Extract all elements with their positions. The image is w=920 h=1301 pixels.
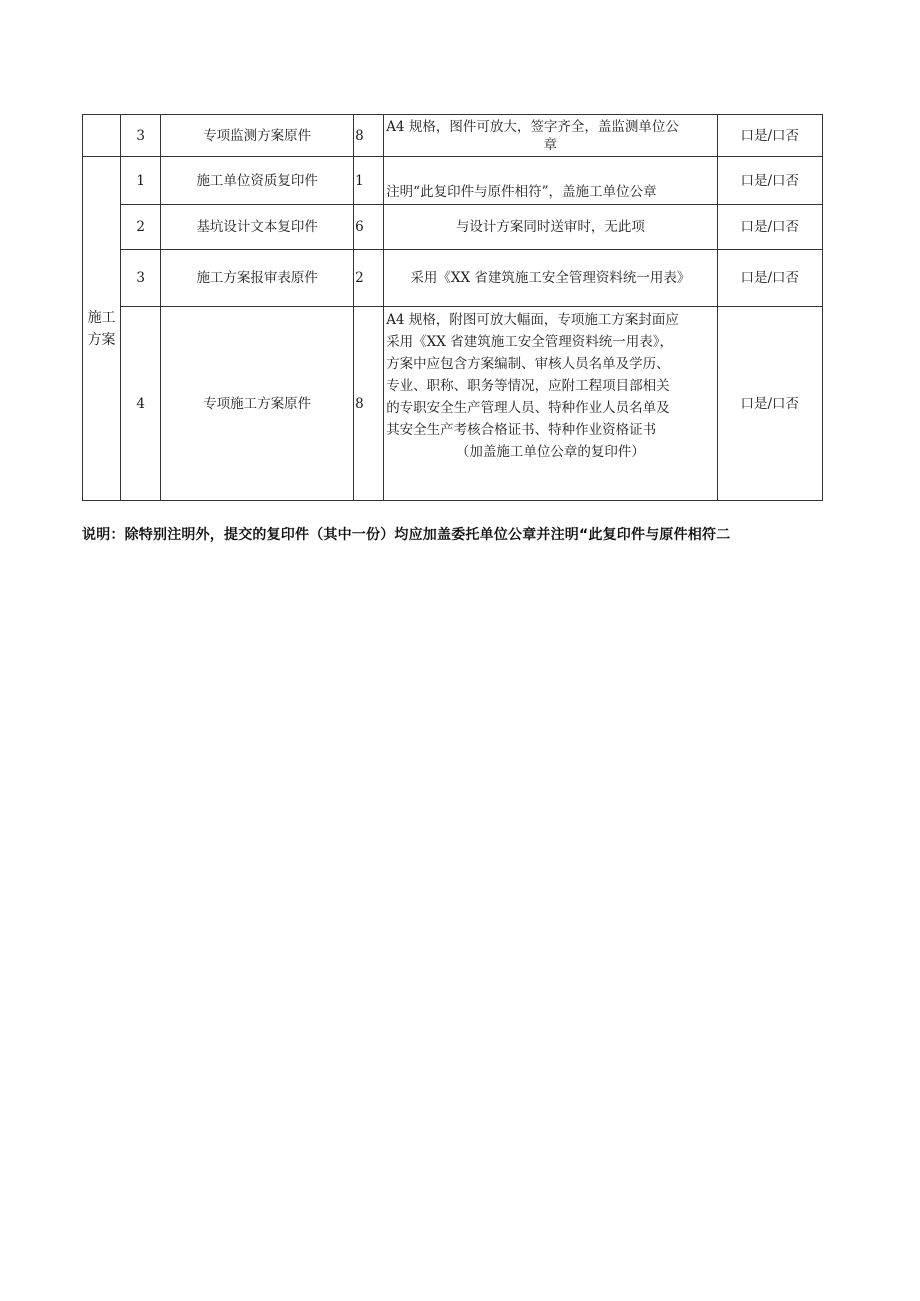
table-row: [83, 115, 823, 157]
footnote: 说明：除特别注明外，提交的复印件（其中一份）均应加盖委托单位公章并注明“此复印件与原件相符二: [82, 527, 731, 543]
category-label: 施工方案: [87, 309, 116, 348]
table-row: [83, 157, 823, 205]
item-requirement: 与设计方案同时送审时，无此项: [384, 205, 717, 250]
requirement-line: 其安全生产考核合格证书、特种作业资格证书: [386, 422, 657, 438]
item-requirement: 注明“此复印件与原件相符”，盖施工单位公章: [384, 157, 717, 205]
yes-no-checkbox[interactable]: 口是/口否: [717, 250, 822, 307]
item-name: 施工单位资质复印件: [161, 157, 354, 205]
requirement-line: 采用《XX 省建筑施工安全管理资料统一用表》，: [386, 334, 673, 350]
category-cell: [83, 157, 121, 501]
submission-checklist-table: [82, 114, 823, 501]
requirement-line: A4 规格，图件可放大，签字齐全，盖监测单位公: [386, 118, 679, 135]
category-cell-empty: [83, 115, 121, 157]
yes-no-checkbox[interactable]: 口是/口否: [717, 157, 822, 205]
table-row: [83, 307, 823, 501]
item-number: 3: [121, 115, 161, 157]
item-number: 1: [121, 157, 161, 205]
requirement-line: （加盖施工单位公章的复印件）: [455, 444, 645, 460]
item-number: 3: [121, 250, 161, 307]
item-name: 基坑设计文本复印件: [161, 205, 354, 250]
item-copies: 2: [354, 250, 384, 307]
requirement-line: 章: [543, 136, 558, 153]
yes-no-checkbox[interactable]: 口是/口否: [717, 115, 822, 157]
item-name: 专项监测方案原件: [161, 115, 354, 157]
table-row: [83, 250, 823, 307]
item-number: 2: [121, 205, 161, 250]
item-name: 施工方案报审表原件: [161, 250, 354, 307]
requirement-line: 的专职安全生产管理人员、特种作业人员名单及: [386, 400, 670, 416]
item-copies: 1: [354, 157, 384, 205]
yes-no-checkbox[interactable]: 口是/口否: [717, 307, 822, 501]
item-requirement: [384, 115, 717, 157]
yes-no-checkbox[interactable]: 口是/口否: [717, 205, 822, 250]
requirement-line: 方案中应包含方案编制、审核人员名单及学历、: [386, 356, 670, 372]
item-copies: 8: [354, 115, 384, 157]
item-name: 专项施工方案原件: [161, 307, 354, 501]
item-number: 4: [121, 307, 161, 501]
item-copies: 8: [354, 307, 384, 501]
requirement-line: A4 规格，附图可放大幅面，专项施工方案封面应: [386, 312, 679, 328]
requirement-line: 专业、职称、职务等情况，应附工程项目部相关: [386, 378, 670, 394]
item-requirement: [384, 307, 717, 501]
item-requirement: 采用《XX 省建筑施工安全管理资料统一用表》: [384, 250, 717, 307]
table-row: [83, 205, 823, 250]
item-copies: 6: [354, 205, 384, 250]
